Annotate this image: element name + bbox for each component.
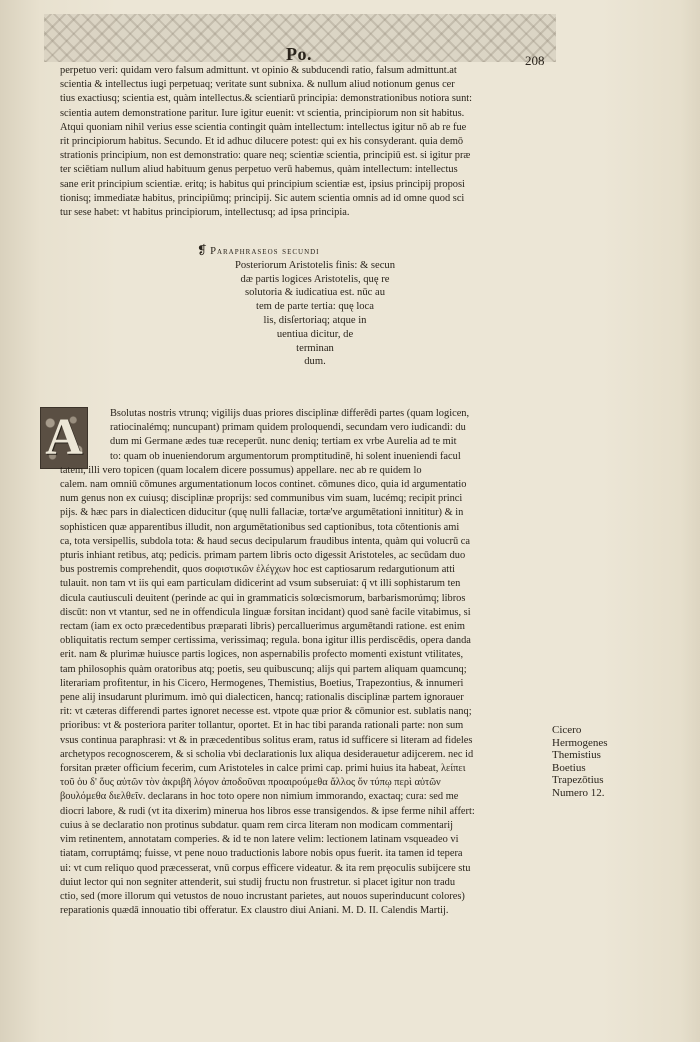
text-line: num genus non ex cuiusq; disciplinæ proprijs: sed communibus vim suam, lucémq; recipit princi [60,493,463,505]
text-line: Bsolutas nostris vtrunq; vigilijs duas priores disciplinæ differēdi partes (quam logicen, [110,408,470,419]
margin-number: Numero 12. [552,787,605,799]
colophon-heading [150,244,480,259]
text-line: tulauit. non tam vt iis qui eam particulam didicerint ad vsum subseruiat: q̃ vt illi sophistarum ten [60,578,461,590]
text-line: obliquitatis rectum semper certissima, verissimaq; regula. bona igitur illis perdiscēdis, opera danda [60,635,471,647]
text-line: dicula cautiusculi deuitent (perinde ac qui in grammaticis solœcismorum, barbarismorúmq; libros [60,592,466,604]
text-line: tius exactiusq; scientia est, quàm intellectus.& scientiarū principia: demonstrationibus notiora sunt: [60,93,473,105]
text-line: tiatam, corruptámq; fuisse, vt pene nouo traductionis labore nobis opus fuerit. ita tamen id tepera [60,848,463,860]
colophon-line: terminan [296,342,334,354]
margin-name: Boetius [552,761,586,774]
text-line: diocri labore, & rudi (vt ita dixerim) minerua hos libros esse transigendos. & ipse ferme nihil affert: [60,805,475,817]
colophon [150,244,480,369]
text-line: literariam profitentur, in his Cicero, Hermogenes, Themistius, Boetius, Trapezontius, & innumeri [60,677,464,689]
text-line: sane erit principium scientiæ. eritq; is habitus qui principium scientiæ est, ipsius principij proposi [60,178,465,190]
margin-names [552,724,672,787]
top-paragraph [60,64,546,220]
colophon-line: dum. [304,356,326,368]
text-line: to: quam ob inueniendorum argumentorum promptitudinē, hi solent inueniendi facul [110,450,461,462]
text-line: tatem, illi vero topicen (quam localem dicere possumus) appellare. nec ab re quidem lo [60,464,422,476]
text-line: ui: vt cum reliquo quod præcesserat, vnū corpus efficere videatur. & ita rem pręoculis subijcere stu [60,862,471,874]
text-line: cuius à se declaratio non protinus subdatur. quam rem circa literam non modicam commentarij [60,819,453,831]
text-line: Atqui quoniam nihil verius esse scientia contingit quàm intellectum: intellectus igitur nō ab re fue [60,121,467,133]
text-line: rit principiorum habitus. Secundo. Et id adhuc dilucere potest: qui ex his consyderant. quia demō [60,136,464,148]
text-line: ctio, sed (more illorum qui vetustos de nouo incrustant parietes, aut nouos superinducunt colores) [60,890,465,902]
text-line: ratiocinalémq; nuncupant) primam quidem proloquendi, secundam vero iudicandi: du [110,422,466,434]
folio-number: 208 [525,53,545,68]
text-line: strationis principium, non est demonstratio: quare neq; scientiæ scientia, principiū est. si igitur præ [60,150,471,162]
text-line: scientia & intellectus iugi perpetuaq; veritate sunt subnixa. & nullum aliud notionum genus cer [60,79,455,91]
text-line: pijs. & hæc pars in dialecticen diducitur (quę nulli fallaciæ, tortæ've argumētationi innititur) & in [60,507,464,519]
text-line: prioribus: vt & posteriora pariter tollantur, oportet. Et in hac tibi paranda rationali parte: non sum [60,720,464,732]
text-line: τοῦ ὁυ δ' ὅυς αὐτῶν τὸν ἀκριβῆ λόγον ἀποδοῦναι προαιρούμεθα ἄλλος ὅν τύπῳ περὶ αὐτῶν [60,777,441,789]
text-line: βουλόμεθα διελθεῖν. declarans in hoc toto opere non nimium immorando, exactaq; cura: sed me [60,791,459,803]
margin-name: Cicero [552,724,582,736]
text-line: pene alij insudarunt plurimum. imò qui dialecticen, hancq; rationalis disciplinæ partem ignorauer [60,692,464,704]
text-line: forsitan præter officium fecerim, cum Aristoteles in calce primi cap. primi huius ita habeat, λείπει [60,763,466,775]
colophon-line: lis, disſertoriaq; atque in [263,314,367,326]
margin-name: Hermogenes [552,736,608,749]
colophon-line: dæ partis logices Aristotelis, quę re [240,273,390,285]
initial-letter: A [45,409,83,466]
text-line: ca, tota versipellis, subdola tota: & haud secus decipularum fraudibus intenta, quàm qui volucrū ca [60,535,471,547]
margin-name: Themistius [552,749,601,761]
text-line: rit: vt cæteras differendi partes ignoret necesse est. vtpote quæ prior & cōmunior est. sublatis nanq; [60,706,472,718]
text-line: pturis inhiant retibus, atq; pedicis. primam partem libris octo digessit Aristoteles, ac secūdam duo [60,550,466,562]
text-line: rectam (iam ex octo præcedentibus præparati libris) percalluerimus argumētandi ratione. est enim [60,621,465,633]
colophon-heading-text: Paraphraseos secundi [210,246,320,257]
text-line: erit. nam & plurimæ huiusce partis logices, non aspernabilis profecto momenti existunt vtilitates, [60,649,464,661]
text-line: tam philosophis quàm oratoribus atq; poetis, seu quibuscunq; alijs qui partem aliquam quamcunq; [60,663,467,675]
text-line: archetypos recognoscerem, & si scholia vbi declarationis lux aliqua desiderauetur adijcerem. nec id [60,748,474,760]
paragraph-mark-icon: ❡ [197,243,209,257]
text-line: tur sese habet: vt habitus principiorum, intellectusq; ad ipsa principia. [60,207,350,219]
text-line: sophisticen quæ apparentibus illudit, non argumētationibus sed captionibus, tota cōtentionis ami [60,521,460,533]
text-line: tionisq; immediatæ habitus, principiūmq; principij. Sic autem scientia omnis ad id omne quod sci [60,192,465,204]
text-line: bus postremis comprehendit, quos σοφιστικῶν ἐλέγχων hoc est captiosarum redargutionum atti [60,564,455,576]
margin-name: Trapezōtius [552,774,604,786]
text-line: vsus continua paraphrasi: vt & in præcedentibus solitus eram, ratus id sufficere si literam ad fideles [60,734,473,746]
colophon-line: tem de parte tertia: quę loca [256,301,374,313]
text-line: vim retinentem, annotatam comperies. & id te non latere velim: lectionem latinam vsqueadeo vi [60,834,459,846]
colophon-line: Posteriorum Aristotelis finis: & secun [234,259,396,271]
colophon-line: solutoria & iudicatiua est. nūc au [244,287,386,299]
running-head: Po. [286,44,312,64]
text-line: perpetuo veri: quidam vero falsum admittunt. vt opinio & subducendi ratio, falsum admittunt.at [60,65,457,76]
text-line: discūt: non vt vtantur, sed ne in offendicula linguæ forsitan incidant) quod sanè facile vitabimus, si [60,606,471,618]
main-paragraph [60,407,546,918]
text-line: ter sciētiam nullum aliud habituum genus perpetuo verū habemus, quàm intellectum: intellectus [60,164,458,176]
colophon-line: uentiua dicitur, de [276,328,354,340]
text-line: scientia autem demonstratione paritur. Iure igitur euenit: vt scientia, principiorum non sit habitus. [60,107,465,119]
text-line: reparationis quædā innouatio tibi offeratur. Ex claustro diui Aniani. M. D. II. Calendis Martij. [60,905,449,917]
text-line: duiut lector qui non segniter attenderit, sui studij fructu non frustretur. si placet igitur non tradu [60,876,456,888]
text-line: calem. nam omniū cōmunes argumentationum locos continet. cōmunes dico, quia id argumentatio [60,479,467,491]
text-line: dum mi Germane ædes tuæ receperūt. nunc deniq; tertiam ex vrbe Aurelia ad te mit [110,436,457,448]
